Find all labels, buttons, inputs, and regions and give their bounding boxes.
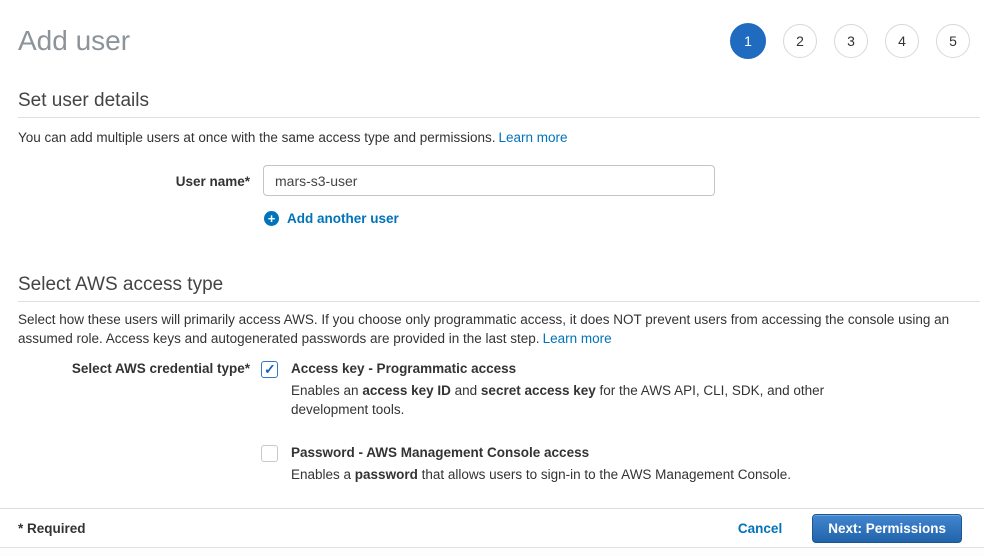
password-option-title: Password - AWS Management Console access bbox=[291, 445, 590, 460]
access-type-intro bbox=[18, 310, 966, 348]
credential-type-label: Select AWS credential type* bbox=[71, 361, 250, 376]
password-option-desc bbox=[291, 465, 791, 484]
desc-text: and bbox=[450, 383, 481, 398]
add-another-user-label: Add another user bbox=[287, 211, 399, 226]
username-input[interactable] bbox=[263, 165, 715, 196]
user-details-intro bbox=[18, 128, 966, 147]
password-option-body bbox=[291, 445, 791, 484]
learn-more-link-users[interactable]: Learn more bbox=[498, 130, 568, 145]
access-type-heading: Select AWS access type bbox=[18, 274, 224, 295]
access-key-option bbox=[261, 361, 851, 419]
credential-type-row bbox=[0, 361, 851, 484]
next-permissions-button[interactable]: Next: Permissions bbox=[812, 514, 962, 543]
access-key-option-body bbox=[291, 361, 851, 419]
wizard-step-4: 4 bbox=[885, 24, 919, 58]
access-key-checkbox[interactable] bbox=[261, 361, 278, 378]
desc-text: that allows users to sign-in to the AWS Management Console. bbox=[417, 467, 792, 482]
required-note: * Required bbox=[18, 520, 86, 536]
password-option bbox=[261, 445, 851, 484]
username-label: User name* bbox=[175, 174, 250, 189]
user-details-heading: Set user details bbox=[18, 90, 149, 111]
wizard-step-5: 5 bbox=[936, 24, 970, 58]
section-divider bbox=[18, 301, 980, 302]
desc-text: Enables an bbox=[291, 383, 363, 398]
add-another-user-button[interactable] bbox=[264, 211, 399, 226]
section-divider bbox=[18, 117, 980, 118]
page-header bbox=[0, 0, 984, 72]
page-title: Add user bbox=[18, 25, 131, 56]
desc-bold: password bbox=[354, 467, 418, 482]
desc-text: Enables a bbox=[291, 467, 355, 482]
desc-bold: secret access key bbox=[480, 383, 596, 398]
wizard-step-1: 1 bbox=[730, 23, 766, 59]
access-type-intro-text: Select how these users will primarily access AWS. If you choose only programmatic access, it does NOT prevent users from accessing the console using an assumed role. Access keys and autogenerated passwords are provided in the last step. bbox=[18, 312, 950, 346]
credential-options bbox=[261, 361, 851, 484]
desc-text: for the AWS API, CLI, SDK, and other development tools. bbox=[291, 383, 825, 417]
wizard-step-2: 2 bbox=[783, 24, 817, 58]
username-row bbox=[0, 165, 715, 196]
access-key-option-desc bbox=[291, 381, 851, 419]
cancel-button[interactable]: Cancel bbox=[737, 520, 783, 536]
wizard-step-3: 3 bbox=[834, 24, 868, 58]
password-checkbox[interactable] bbox=[261, 445, 278, 462]
plus-icon bbox=[264, 211, 279, 226]
learn-more-link-access[interactable]: Learn more bbox=[542, 331, 612, 346]
bottom-strip bbox=[0, 548, 984, 556]
desc-bold: access key ID bbox=[362, 383, 451, 398]
wizard-steps bbox=[713, 23, 970, 59]
user-details-intro-text: You can add multiple users at once with the same access type and permissions. bbox=[18, 130, 496, 145]
wizard-footer bbox=[0, 508, 984, 548]
access-key-option-title: Access key - Programmatic access bbox=[291, 361, 517, 376]
